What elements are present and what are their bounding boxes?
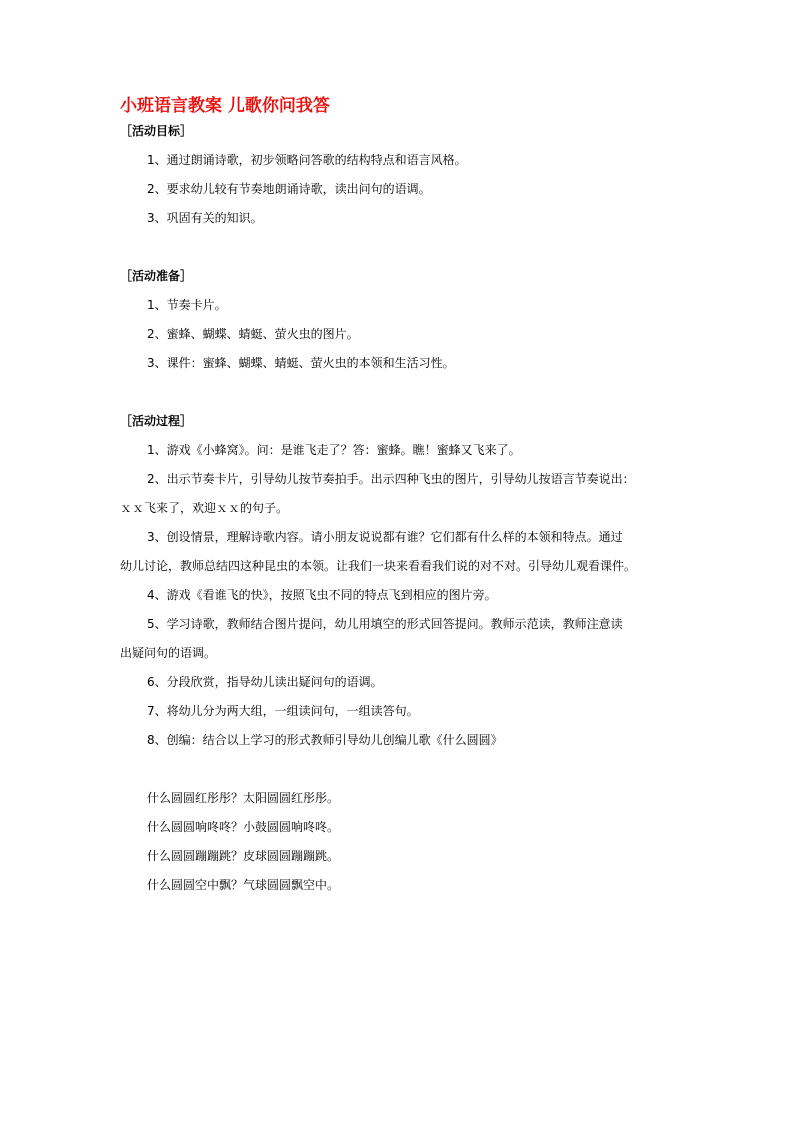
process-item: 6、分段欣赏，指导幼儿读出疑问句的语调。 [147, 675, 383, 689]
poem-line: 什么圆圆蹦蹦跳？皮球圆圆蹦蹦跳。 [147, 849, 340, 863]
poem-line: 什么圆圆红彤彤？太阳圆圆红彤彤。 [147, 791, 340, 805]
prep-item: 1、节奏卡片。 [147, 298, 227, 312]
goal-item: 3、巩固有关的知识。 [147, 211, 263, 225]
process-item: 5、学习诗歌，教师结合图片提问，幼儿用填空的形式回答提问。教师示范读，教师注意读 [147, 617, 623, 631]
process-item-continuation: 出疑问句的语调。 [120, 646, 217, 660]
poem-line: 什么圆圆响咚咚？小鼓圆圆响咚咚。 [147, 820, 340, 834]
section-heading-prep: ［活动准备］ [120, 269, 193, 283]
process-item: 7、将幼儿分为两大组，一组读问句，一组读答句。 [147, 704, 419, 718]
prep-item: 2、蜜蜂、蝴蝶、蜻蜓、萤火虫的图片。 [147, 327, 359, 341]
document-title: 小班语言教案 儿歌你问我答 [120, 96, 330, 116]
goal-item: 1、通过朗诵诗歌，初步领略问答歌的结构特点和语言风格。 [147, 153, 467, 167]
section-heading-process: ［活动过程］ [120, 414, 193, 428]
process-item: 1、游戏《小蜂窝》。问：是谁飞走了？答：蜜蜂。瞧！蜜蜂又飞来了。 [147, 443, 521, 457]
poem-line: 什么圆圆空中飘？气球圆圆飘空中。 [147, 878, 340, 892]
process-item: 8、创编：结合以上学习的形式教师引导幼儿创编儿歌《什么圆圆》 [147, 733, 503, 747]
goal-item: 2、要求幼儿较有节奏地朗诵诗歌，读出问句的语调。 [147, 182, 431, 196]
prep-item: 3、课件：蜜蜂、蝴蝶、蜻蜓、萤火虫的本领和生活习性。 [147, 356, 455, 370]
process-item: 2、出示节奏卡片，引导幼儿按节奏拍手。出示四种飞虫的图片，引导幼儿按语言节奏说出： [147, 472, 635, 486]
process-item: 4、游戏《看谁飞的快》，按照飞虫不同的特点飞到相应的图片旁。 [147, 588, 497, 602]
process-item-continuation: 幼儿讨论，教师总结四这种昆虫的本领。让我们一块来看看我们说的对不对。引导幼儿观看课件。 [120, 559, 637, 573]
section-heading-goals: ［活动目标］ [120, 124, 193, 138]
process-item: 3、创设情景，理解诗歌内容。请小朋友说说都有谁？它们都有什么样的本领和特点。通过 [147, 530, 623, 544]
process-item-continuation: ｘｘ飞来了，欢迎ｘｘ的句子。 [120, 501, 289, 515]
